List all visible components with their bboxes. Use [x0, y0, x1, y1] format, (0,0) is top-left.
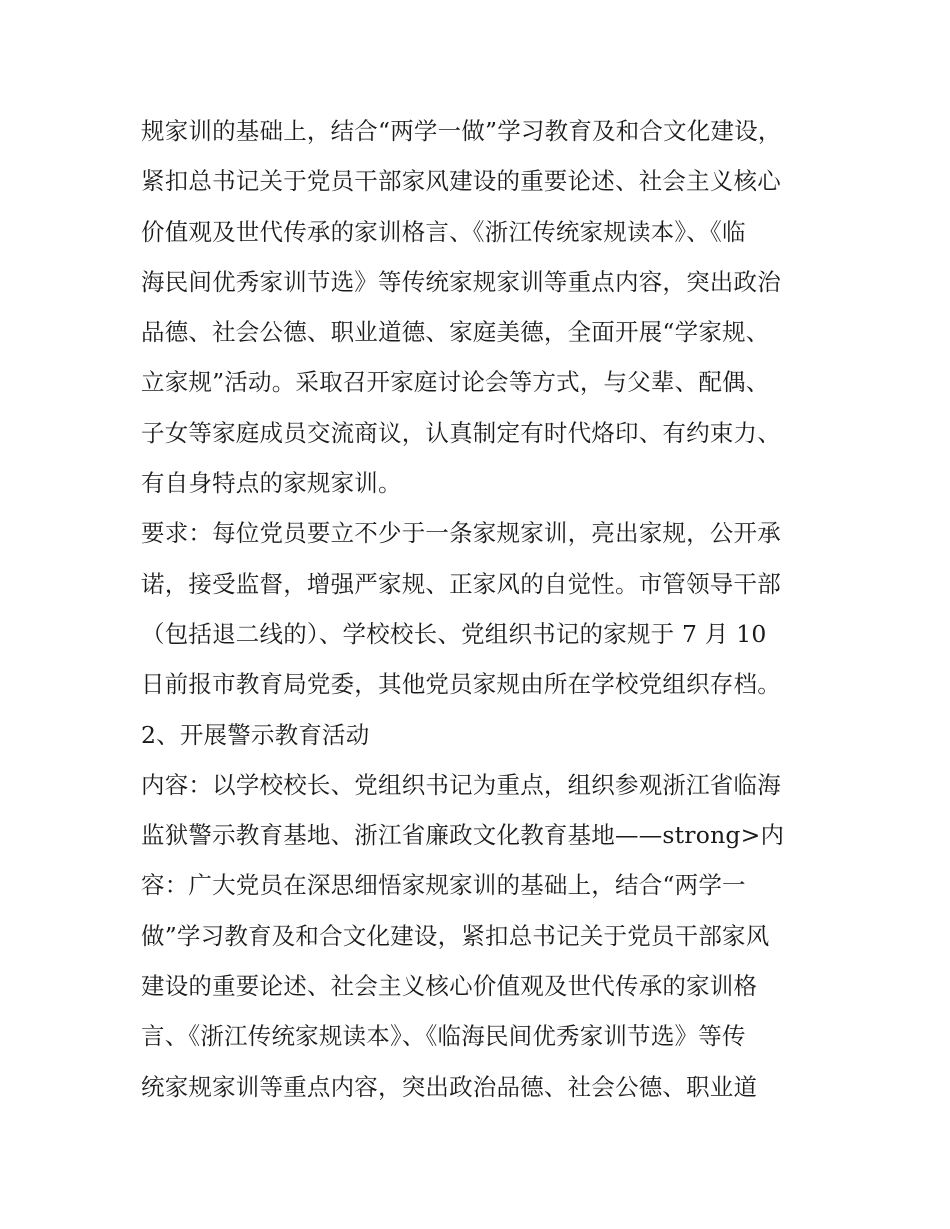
text-line: （包括退二线的）、学校校长、党组织书记的家规于 7 月 10: [141, 619, 767, 648]
text-line: 建设的重要论述、社会主义核心价值观及世代传承的家训格: [141, 972, 758, 1001]
section-heading: 2、开展警示教育活动: [141, 720, 370, 749]
text-line: 监狱警示教育基地、浙江省廉政文化教育基地——strong>内: [141, 821, 785, 850]
text-line: 规家训的基础上，结合“两学一做”学习教育及和合文化建设，: [141, 117, 782, 145]
text-line: 立家规”活动。采取召开家庭讨论会等方式，与父辈、配偶、: [141, 368, 770, 397]
text-line: 价值观及世代传承的家训格言、《浙江传统家规读本》、《临: [141, 217, 746, 246]
text-line: 品德、社会公德、职业道德、家庭美德，全面开展“学家规、: [141, 318, 770, 347]
text-line: 诺，接受监督，增强严家规、正家风的自觉性。市管领导干部: [141, 569, 781, 598]
text-line: 要求：每位党员要立不少于一条家规家训，亮出家规，公开承: [141, 519, 781, 548]
text-line: 紧扣总书记关于党员干部家风建设的重要论述、社会主义核心: [141, 167, 781, 196]
text-line: 有自身特点的家规家训。: [141, 469, 402, 498]
text-line: 海民间优秀家训节选》等传统家规家训等重点内容，突出政治: [141, 267, 781, 296]
text-line: 做”学习教育及和合文化建设，紧扣总书记关于党员干部家风: [141, 921, 770, 950]
body-text: [141, 106, 821, 1112]
text-line: 言、《浙江传统家规读本》、《临海民间优秀家训节选》等传: [141, 1022, 746, 1051]
text-line: 日前报市教育局党委，其他党员家规由所在学校党组织存档。: [141, 670, 781, 699]
text-line: 统家规家训等重点内容，突出政治品德、社会公德、职业道: [141, 1072, 758, 1101]
text-line: 子女等家庭成员交流商议，认真制定有时代烙印、有约束力、: [141, 418, 781, 447]
text-line: 容：广大党员在深思细悟家规家训的基础上，结合“两学一: [141, 871, 746, 900]
text-line: 内容：以学校校长、党组织书记为重点，组织参观浙江省临海: [141, 770, 781, 799]
